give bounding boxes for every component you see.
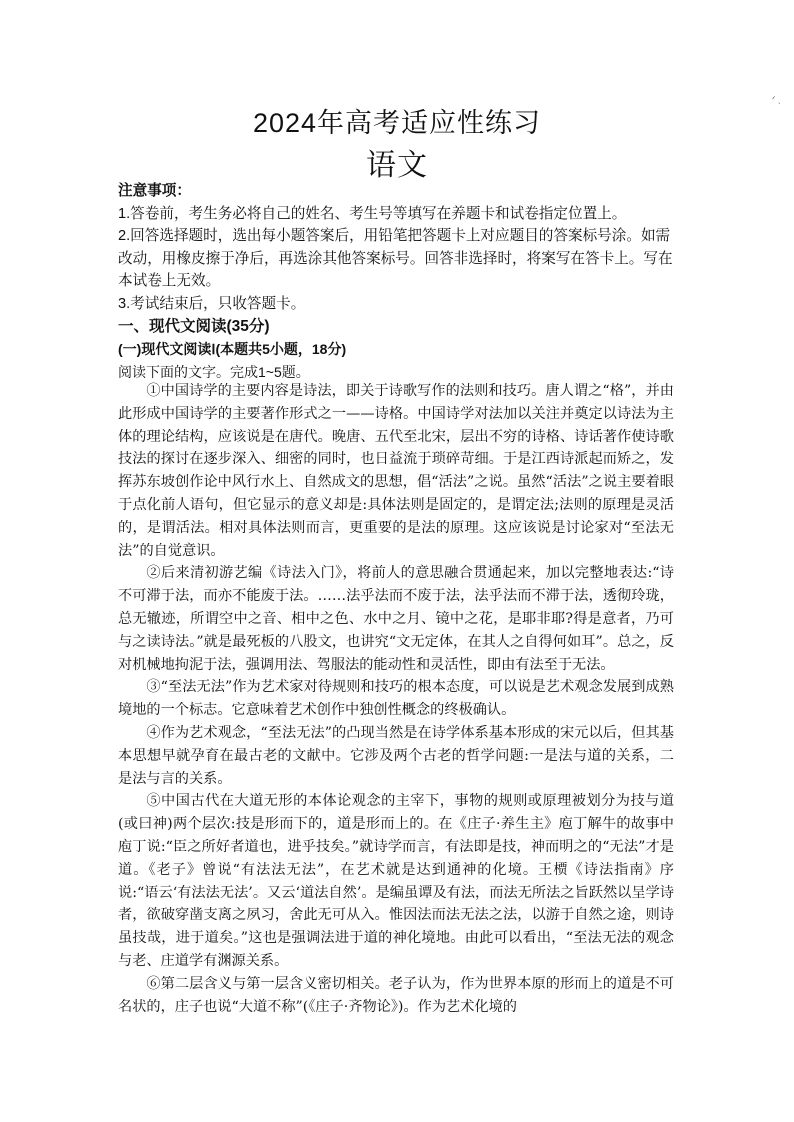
notes-block	[118, 180, 684, 383]
passage-paragraph: ④作为艺术观念，“至法无法”的凸现当然是在诗学体系基本形成的宋元以后，但其基本思想早就孕育在最古老的文献中。它涉及两个古老的哲学问题:一是法与道的关系，二是法与言的关系。	[118, 724, 674, 787]
notes-title: 注意事项：	[118, 183, 191, 199]
passage-paragraph: ②后来清初游艺编《诗法入门》，将前人的意思融合贯通起来，加以完整地表达:“诗不可滞于法，而亦不能废于法。……法乎法而不废于法，法乎法而不滞于法，透彻玲珑，总无辙迹，所谓空中之音、相中之色、水中之月、镜中之花，是耶非耶?得是意者，乃可与之读诗法。”就是最死板的八股文，也讲究“文无定体，在其人之自得何如耳”。总之，反对机械地拘泥于法，强调用法、驾服法的能动性和灵活性，即由有法至于无法。	[118, 565, 674, 673]
page-title: 2024年高考适应性练习	[252, 108, 542, 138]
reading-passage	[118, 380, 674, 1018]
passage-paragraph: ⑤中国古代在大道无形的本体论观念的主宰下，事物的规则或原理被划分为技与道(或曰神)两个层次:技是形而下的，道是形而上的。在《庄子·养生主》庖丁解牛的故事中庖丁说:“臣之所好者道也，进乎技矣。”就诗学而言，有法即是技，神而明之的“无法”才是道。《老子》曾说“有法法无法”，在艺术就是达到通神的化境。王槚《诗法指南》序说:“语云‘有法法无法’。又云‘道法自然’。是编虽谭及有法，而法无所法之旨跃然以呈学诗者，欲破穿凿支离之夙习，舍此无可从入。惟因法而法无法之法，以游于自然之途，则诗虽技哉，进于道矣。”这也是强调法进于道的神化境地。由此可以看出，“至法无法的观念与老、庄道学有渊源关系。	[118, 793, 674, 969]
section-subtitle: (一)现代文阅读Ⅰ(本题共5小题，18分)	[118, 341, 347, 358]
passage-paragraph: ①中国诗学的主要内容是诗法，即关于诗歌写作的法则和技巧。唐人谓之“格”，并由此形成中国诗学的主要著作形式之一——诗格。中国诗学对法加以关注并奠定以诗法为主体的理论结构，应该说是在唐代。晚唐、五代至北宋，层出不穷的诗格、诗话著作使诗歌技法的探讨在逐步深入、细密的同时，也日益流于琐碎苛细。于是江西诗派起而矫之，发挥苏东坡创作论中风行水上、自然成文的思想，倡“活法”之说。虽然“活法”之说主要着眼于点化前人语句，但它显示的意义却是:具体法则是固定的，是谓定法;法则的原理是灵活的，是谓活法。相对具体法则而言，更重要的是法的原理。这应该说是讨论家对“至法无法”的自觉意识。	[118, 383, 674, 559]
note-item: 2.回答选择题时，选出每小题答案后，用铅笔把答题卡上对应题目的答案标号涂。如需改动，用橡皮擦于净后，再选涂其他答案标号。回答非选择时，将案写在答卡上。写在本试卷上无效。	[118, 228, 673, 290]
note-item: 3.考试结束后，只收答题卡。	[118, 295, 306, 312]
subject-title: 语文	[366, 149, 428, 182]
passage-paragraph: ③“至法无法”作为艺术家对待规则和技巧的根本态度，可以说是艺术观念发展到成熟境地的一个标志。它意味着艺术创作中独创性概念的终极确认。	[118, 679, 674, 719]
section-instruction: 阅读下面的文字。完成1~5题。	[118, 363, 310, 380]
section-title: 一、现代文阅读(35分)	[118, 317, 270, 335]
note-item: 1.答卷前，考生务必将自己的姓名、考生号等填写在养题卡和试卷指定位置上。	[118, 205, 627, 222]
passage-paragraph: ⑥第二层含义与第一层含义密切相关。老子认为，作为世界本原的形而上的道是不可名状的，庄子也说“大道不称”(《庄子·齐物论》)。作为艺术化境的	[118, 975, 674, 1015]
corner-mark: ᐟ ˎ	[772, 95, 781, 104]
